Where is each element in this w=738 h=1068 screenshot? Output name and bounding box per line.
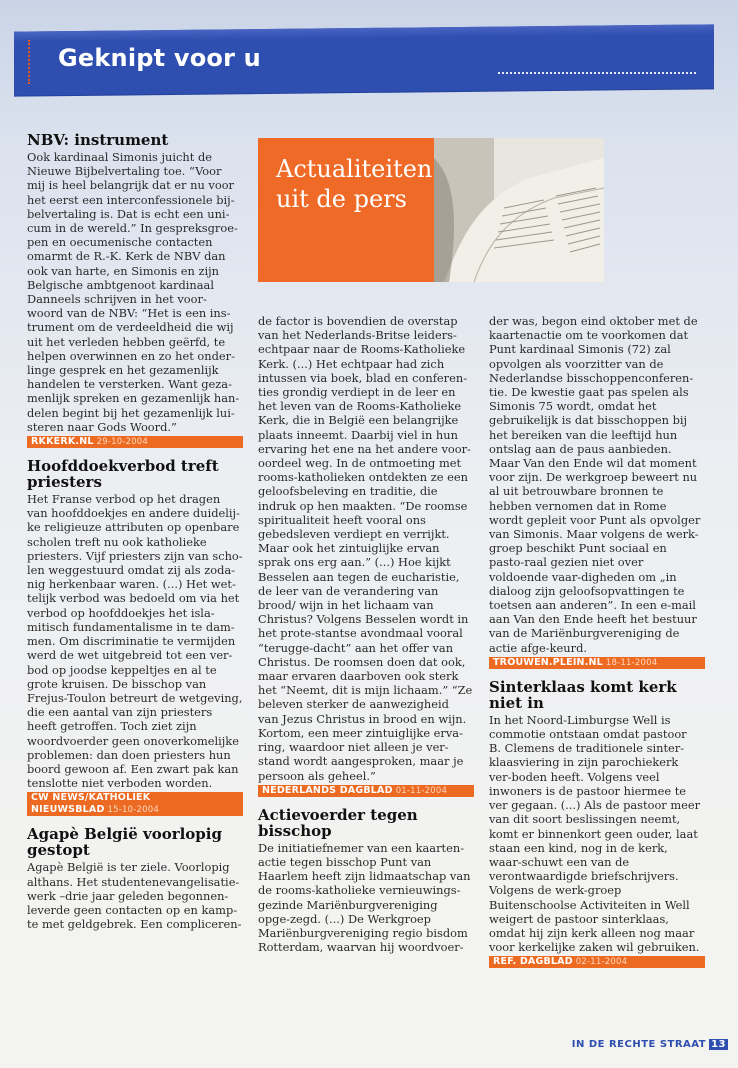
article-heading-sinterklaas: Sinterklaas komt kerk niet in: [489, 677, 677, 712]
article-body-sinterklaas: In het Noord-Limburgse Well is commotie ontstaan omdat pastoor B. Clemens de traditionele sinter-klaasviering in zijn parochiekerk ver-boden heeft. Volgens veel inwoners is de pastoor hiermee te ver gegaan. (...) Als de pastoor meer van dit soort beslissingen neemt, komt er binnenkort geen ouder, laat staan een kind, nog in de kerk, waar-schuwt een van de verontwaardigde briefschrijvers. Volgens de werk-groep Buitenschoolse Activiteiten in Well weigert de pastoor sinterklaas, omdat hij zijn kerk alleen nog maar voor kerkelijke zaken wil gebruiken.: [489, 712, 701, 955]
source-date: 01-11-2004: [395, 785, 448, 796]
source-badge-actievoerder: [489, 657, 705, 669]
feature-title: [276, 154, 432, 214]
banner-dots-decoration: [28, 40, 32, 84]
source-date: 29-10-2004: [96, 437, 149, 448]
newspaper-photo: [434, 138, 604, 282]
page-number: 13: [711, 1039, 726, 1050]
article-body-actievoerder: De initiatiefnemer van een kaarten-actie tegen bisschop Punt van Haarlem heeft zijn lidmaatschap van de rooms-katholieke vernieuwings-gezinde Mariënburgvereniging opge-zegd. (...) De Werkgroep Mariënburgvereniging regio bisdom Rotterdam, waarvan hij woordvoer-: [258, 840, 471, 955]
source-name: RKKERK.NL: [31, 436, 94, 448]
column-3: [489, 314, 701, 968]
banner-dotline-decoration: [498, 72, 696, 76]
article-body-agape: Agapè België is ter ziele. Voorlopig althans. Het studentenevangelisatie-werk –drie jaar geleden begonnen-leverde geen contacten op en kamp-te met geldgebrek. Een compliceren-: [27, 860, 242, 932]
article-heading-nbv: NBV: instrument: [27, 131, 169, 149]
page-footer: [572, 1039, 728, 1050]
source-date: 15-10-2004: [107, 805, 159, 816]
source-name-line2: NIEUWSBLAD: [31, 804, 105, 816]
source-badge-hoofddoek: [27, 792, 243, 816]
article-body-agape-continued: de factor is bovendien de overstap van het Nederlands-Britse leiders-echtpaar naar de Rooms-Katholieke Kerk. (...) Het echtpaar had zich intussen via boek, blad en conferen-ties grondig verdiept in de leer en het leven van de Rooms-Katholieke Kerk, die in België een belangrijke plaats inneemt. Daarbij viel in hun ervaring het ene na het andere voor-oordeel weg. In de ontmoeting met rooms-katholieken ontdekten ze een geloofsbeleving en traditie, die indruk op hen maakten. “De roomse spiritualiteit heeft vooral ons gebedsleven verdiept en verrijkt. Maar ook het zintuiglijke ervan sprak ons erg aan.” (...) Hoe kijkt Besselen aan tegen de eucharistie, de leer van de verandering van brood/ wijn in het lichaam van Christus? Volgens Besselen wordt in het prote-stantse avondmaal vooral “terugge-dacht” aan het offer van Christus. De roomsen doen dat ook, maar ervaren daarboven ook sterk het “Neemt, dit is mijn lichaam.” “Ze beleven sterker de aanwezigheid van Jezus Christus in brood en wijn. Kortom, een meer zintuiglijke erva-ring, waardoor niet alleen je ver-stand wordt aangesproken, maar je persoon als geheel.”: [258, 314, 473, 783]
article-heading-actievoerder: Actievoerder tegen bisschop: [258, 805, 418, 840]
article-body-nbv: Ook kardinaal Simonis juicht de Nieuwe Bijbelvertaling toe. “Voor mij is heel belangrijk dat er nu voor het eerst een interconfessionele bij-belvertaling is. Dat is echt een uni-cum in de wereld.” In gespreksgroe-pen en oecumenische contacten omarmt de R.-K. Kerk de NBV dan ook van harte, en Simonis en zijn Belgische ambtgenoot kardinaal Danneels schrijven in het voor-woord van de NBV: “Het is een ins-trument om de verdeeldheid die wij uit het verleden hebben geërfd, te helpen overwinnen en zo het onder-linge gesprek en het gezamenlijk handelen te versterken. Want geza-menlijk spreken en gezamenlijk han-delen begint bij het gezamenlijk lui-steren naar Gods Woord.”: [27, 150, 240, 434]
source-date: 02-11-2004: [575, 957, 628, 968]
magazine-name: IN DE RECHTE STRAAT: [571, 1039, 707, 1050]
source-name-line1: CW NEWS/KATHOLIEK: [31, 792, 151, 804]
source-badge-sinterklaas: [489, 956, 705, 968]
feature-box: [258, 138, 604, 282]
article-heading-hoofddoek: Hoofddoekverbod treft priesters: [27, 457, 219, 492]
article-heading-agape: Agapè België voorlopig gestopt: [27, 825, 222, 860]
source-name: TROUWEN.PLEIN.NL: [493, 656, 603, 668]
source-badge-agape: [258, 785, 474, 797]
column-1: [27, 132, 243, 931]
column-2: [258, 314, 473, 954]
source-badge-nbv: [27, 436, 243, 448]
page-title: Geknipt voor u: [58, 44, 261, 72]
feature-title-line1: Actualiteiten: [276, 155, 433, 183]
source-name: NEDERLANDS DAGBLAD: [262, 784, 393, 796]
article-body-actievoerder-continued: der was, begon eind oktober met de kaartenactie om te voorkomen dat Punt kardinaal Simonis (72) zal opvolgen als voorzitter van de Nederlandse bisschoppenconferen-tie. De kwestie gaat pas spelen als Simonis 75 wordt, omdat het gebruikelijk is dat bisschoppen bij het bereiken van die leeftijd hun ontslag aan de paus aanbieden. Maar Van den Ende wil dat moment voor zijn. De werkgroep beweert nu al uit betrouwbare bronnen te hebben vernomen dat in Rome wordt gepleit voor Punt als opvolger van Simonis. Maar volgens de werk-groep beschikt Punt sociaal en pasto-raal gezien niet over voldoende vaar-digheden om „in dialoog zijn geloofsopvattingen te toetsen aan anderen”. In een e-mail aan Van den Ende heeft het bestuur van de Mariënburgvereniging de actie afge-keurd.: [489, 314, 701, 655]
article-body-hoofddoek: Het Franse verbod op het dragen van hoofddoekjes en andere duidelij-ke religieuze attributen op openbare scholen treft nu ook katholieke priesters. Vijf priesters zijn van scho-len weggestuurd omdat zij als zoda-nig herkenbaar waren. (...) Het wet-telijk verbod was bedoeld om via het verbod op hoofddoekjes het isla-mitisch fundamentalisme in te dam-men. Om discriminatie te vermijden werd de wet uitgebreid tot een ver-bod op joodse keppeltjes en al te grote kruisen. De bisschop van Frejus-Toulon betreurt de wetgeving, die een aantal van zijn priesters heeft getroffen. Toch ziet zijn woordvoerder geen onoverkomelijke problemen: dan doen priesters hun boord gewoon af. Een zwart pak kan tenslotte niet verboden worden.: [27, 492, 243, 791]
source-date: 18-11-2004: [605, 657, 658, 668]
source-name: REF. DAGBLAD: [493, 956, 573, 968]
feature-title-line2: uit de pers: [276, 185, 407, 213]
